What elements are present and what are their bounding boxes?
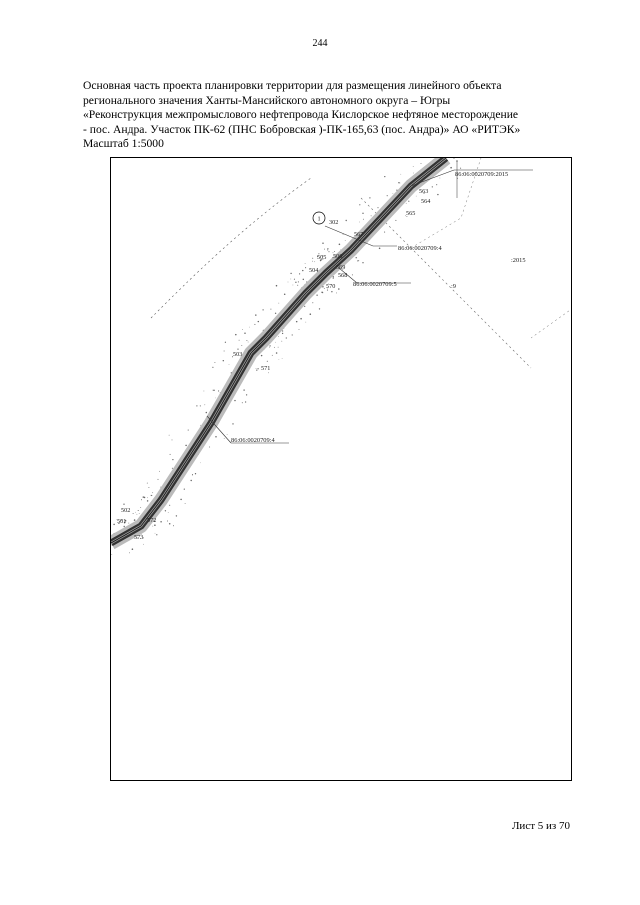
terrain-dot	[241, 345, 242, 346]
terrain-dot	[152, 526, 153, 527]
terrain-dot	[362, 262, 363, 263]
terrain-dot	[272, 355, 273, 356]
terrain-dot	[282, 358, 283, 359]
terrain-dot	[421, 163, 422, 164]
terrain-dot	[297, 285, 298, 286]
terrain-dot	[169, 523, 171, 525]
terrain-dot	[242, 329, 243, 330]
terrain-dot	[327, 248, 328, 249]
terrain-dot	[450, 167, 452, 169]
terrain-dot	[282, 333, 283, 334]
terrain-dot	[274, 347, 275, 348]
terrain-dot	[292, 334, 293, 335]
document-header	[83, 79, 575, 152]
terrain-dot	[296, 321, 298, 323]
terrain-dot	[275, 342, 276, 343]
terrain-dot	[261, 355, 262, 356]
terrain-dot	[165, 510, 166, 511]
terrain-dot	[169, 505, 170, 506]
terrain-dot	[200, 425, 201, 426]
terrain-dot	[369, 197, 370, 198]
terrain-dot	[137, 514, 138, 515]
terrain-dot	[379, 248, 381, 250]
terrain-dot	[278, 347, 279, 348]
parcel-label: 86:06:0020709:4	[231, 437, 275, 444]
terrain-dot	[167, 521, 168, 522]
terrain-dot	[141, 499, 142, 500]
terrain-dot	[345, 240, 346, 241]
terrain-dot	[223, 360, 224, 361]
point-label: 564	[421, 198, 431, 205]
terrain-dot	[200, 405, 201, 406]
terrain-dot	[358, 260, 359, 261]
terrain-dot	[185, 445, 187, 447]
point-label: 501	[117, 518, 127, 525]
terrain-dot	[322, 292, 323, 293]
terrain-dot	[239, 340, 240, 341]
terrain-dot	[406, 203, 407, 204]
terrain-dot	[258, 321, 259, 322]
terrain-dot	[290, 279, 291, 280]
terrain-dot	[147, 500, 149, 502]
parcel-label: 86:06:0020709:2015	[455, 171, 509, 178]
terrain-dot	[214, 362, 215, 363]
terrain-dot	[324, 249, 325, 250]
terrain-dot	[284, 293, 286, 295]
terrain-dot	[215, 436, 217, 438]
terrain-dot	[192, 475, 193, 476]
terrain-dot	[352, 274, 353, 275]
terrain-dot	[362, 213, 363, 214]
terrain-dot	[298, 281, 299, 282]
terrain-dot	[395, 220, 396, 221]
terrain-dot	[169, 435, 170, 436]
terrain-dot	[204, 391, 205, 392]
terrain-dot	[245, 401, 246, 402]
terrain-dot	[357, 260, 358, 261]
terrain-dot	[293, 285, 294, 286]
terrain-dot	[190, 480, 191, 481]
terrain-dot	[172, 459, 173, 460]
terrain-dot	[327, 249, 328, 250]
planning-map	[110, 157, 572, 781]
terrain-dot	[168, 512, 169, 513]
terrain-dot	[338, 288, 340, 290]
terrain-dot	[305, 322, 306, 323]
terrain-dot	[224, 438, 225, 439]
terrain-dot	[384, 176, 385, 177]
point-label: 567	[354, 231, 364, 238]
terrain-dot	[111, 554, 112, 555]
terrain-dot	[294, 279, 295, 280]
point-label: 504	[309, 267, 319, 274]
page-number: 244	[312, 38, 328, 49]
terrain-dot	[436, 184, 437, 185]
point-label: 568	[338, 272, 348, 279]
terrain-dot	[147, 483, 148, 484]
leader-lines	[207, 170, 533, 443]
terrain-dot	[246, 340, 247, 341]
terrain-dot	[334, 251, 335, 252]
terrain-dot	[310, 313, 312, 315]
terrain-dot	[257, 368, 258, 369]
terrain-dot	[328, 251, 329, 252]
terrain-dot	[305, 267, 306, 268]
terrain-dot	[246, 394, 247, 395]
terrain-dot	[359, 222, 360, 223]
terrain-dot	[262, 309, 263, 310]
terrain-dot	[282, 330, 283, 331]
terrain-dot	[270, 309, 271, 310]
point-label: 503	[233, 351, 243, 358]
terrain-dot	[155, 533, 156, 534]
terrain-dot	[227, 434, 228, 435]
terrain-dot	[398, 182, 399, 183]
terrain-dot	[302, 270, 303, 271]
terrain-dot	[269, 345, 270, 346]
terrain-dot	[408, 201, 409, 202]
terrain-dot	[206, 412, 208, 414]
terrain-dot	[416, 196, 417, 197]
terrain-dot	[213, 389, 215, 391]
terrain-dot	[290, 273, 291, 274]
terrain-dot	[148, 487, 149, 488]
terrain-dot	[346, 220, 347, 221]
terrain-dot	[460, 168, 461, 169]
terrain-dot	[393, 193, 394, 194]
parcel-label: :9	[451, 283, 456, 290]
terrain-dot	[363, 219, 364, 220]
terrain-dot	[276, 285, 278, 287]
terrain-dot	[316, 295, 317, 296]
terrain-dot	[312, 258, 313, 259]
terrain-dot	[331, 291, 332, 292]
terrain-dot	[288, 282, 289, 283]
terrain-dot	[343, 234, 344, 235]
terrain-dot	[371, 215, 372, 216]
pipeline-corridor	[111, 158, 446, 543]
terrain-dot	[123, 504, 124, 505]
terrain-dot	[336, 292, 337, 293]
terrain-dot	[157, 479, 158, 480]
terrain-dot	[188, 430, 189, 431]
terrain-dot	[278, 303, 279, 304]
terrain-dot	[453, 158, 454, 159]
terrain-dot	[333, 278, 334, 279]
terrain-dot	[269, 347, 270, 348]
terrain-dot	[180, 499, 182, 501]
terrain-dot	[319, 308, 320, 309]
terrain-dot	[173, 525, 174, 526]
terrain-dot	[212, 367, 213, 368]
terrain-dot	[152, 492, 153, 493]
terrain-dot	[172, 439, 173, 440]
terrain-dot	[140, 507, 141, 508]
terrain-dot	[124, 526, 125, 527]
terrain-dot	[322, 243, 323, 244]
terrain-dot	[243, 389, 244, 390]
terrain-dot	[143, 544, 144, 545]
terrain-dot	[256, 370, 257, 371]
terrain-dot	[303, 279, 304, 280]
scale-label: Масштаб 1:5000	[83, 137, 164, 151]
terrain-dot	[195, 473, 196, 474]
terrain-dot	[129, 552, 130, 553]
point-label: 565	[406, 210, 416, 217]
terrain-dot	[224, 351, 225, 352]
terrain-dot	[437, 194, 438, 195]
terrain-dot	[300, 318, 302, 320]
terrain-dot	[249, 327, 250, 328]
terrain-dot	[218, 390, 219, 391]
terrain-dot	[204, 404, 205, 405]
terrain-dot	[254, 324, 255, 325]
point-label: 572	[147, 517, 157, 524]
terrain-dot	[400, 183, 401, 184]
terrain-dot	[147, 497, 148, 498]
point-label: 571	[261, 365, 271, 372]
terrain-dot	[387, 195, 388, 196]
terrain-dot	[356, 257, 357, 258]
terrain-dot	[267, 361, 268, 362]
boundary-line	[151, 178, 311, 318]
terrain-dot	[184, 489, 185, 490]
terrain-dot	[305, 263, 306, 264]
terrain-dot	[256, 368, 257, 369]
header-line: регионального значения Ханты-Мансийского автономного округа – Югры	[83, 93, 451, 107]
terrain-dot	[333, 277, 334, 278]
terrain-dot	[213, 390, 214, 391]
terrain-dot	[304, 306, 305, 307]
terrain-dot	[170, 454, 171, 455]
terrain-dot	[209, 447, 210, 448]
point-label: 506	[333, 253, 343, 260]
header-line: - пос. Андра. Участок ПК-62 (ПНС Бобровская )-ПК-165,63 (пос. Андра)» АО «РИТЭК»	[83, 122, 521, 136]
terrain-dot	[113, 524, 115, 526]
terrain-dot	[268, 372, 269, 373]
terrain-dot	[339, 244, 341, 246]
point-label: 302	[329, 219, 339, 226]
terrain-dot	[134, 519, 136, 521]
terrain-dot	[314, 261, 315, 262]
parcel-label: :2015	[511, 257, 526, 264]
terrain-dot	[276, 352, 278, 354]
terrain-dot	[384, 232, 385, 233]
callout-number: 1	[317, 215, 321, 223]
terrain-dot	[225, 342, 226, 343]
terrain-dot	[235, 334, 237, 336]
terrain-dot	[324, 288, 325, 289]
terrain-dot	[159, 471, 160, 472]
boundary-line	[531, 308, 572, 338]
terrain-dot	[215, 398, 216, 399]
terrain-dot	[232, 423, 233, 424]
map-drawing	[111, 158, 572, 781]
terrain-dot	[160, 521, 162, 523]
point-label: 505	[317, 254, 327, 261]
terrain-dot	[237, 348, 238, 349]
point-label: 502	[121, 507, 131, 514]
terrain-dot	[312, 261, 313, 262]
terrain-dot	[432, 186, 433, 187]
terrain-dot	[312, 302, 313, 303]
terrain-dot	[229, 364, 230, 365]
point-label: 573	[134, 534, 144, 541]
terrain-dot	[248, 342, 249, 343]
terrain-dot	[400, 174, 401, 175]
terrain-dot	[234, 400, 235, 401]
point-label: 569	[336, 264, 346, 271]
terrain-dot	[275, 313, 276, 314]
parcel-label: 86:06:0020709:4	[398, 245, 442, 252]
terrain-dot	[279, 359, 280, 360]
terrain-dot	[138, 510, 139, 511]
terrain-dot	[128, 523, 129, 524]
header-line: Основная часть проекта планировки территории для размещения линейного объекта	[83, 79, 502, 92]
terrain-dot	[377, 207, 378, 208]
terrain-dot	[255, 314, 256, 315]
terrain-dot	[135, 512, 136, 513]
terrain-dot	[200, 462, 201, 463]
terrain-dot	[185, 503, 186, 504]
terrain-dot	[299, 329, 300, 330]
point-label: 570	[326, 283, 336, 290]
terrain-dot	[172, 468, 173, 469]
terrain-dot	[151, 495, 152, 496]
terrain-dot	[242, 402, 243, 403]
terrain-dot	[244, 332, 245, 333]
terrain-dot	[281, 341, 282, 342]
terrain-dot	[286, 337, 287, 338]
sheet-number: Лист 5 из 70	[511, 820, 570, 832]
terrain-dot	[278, 336, 279, 337]
terrain-dot	[132, 548, 134, 550]
terrain-dot	[359, 204, 360, 205]
terrain-dot	[176, 515, 177, 516]
terrain-dot	[196, 405, 197, 406]
point-label: 563	[419, 188, 429, 195]
parcel-label: 86:06:0020709:5	[353, 281, 397, 288]
terrain-dot	[156, 534, 157, 535]
terrain-dot	[340, 249, 341, 250]
terrain-dot	[143, 496, 144, 497]
terrain-dot	[440, 178, 441, 179]
terrain-dot	[295, 282, 296, 283]
terrain-dot	[413, 173, 414, 174]
terrain-dot	[413, 166, 414, 167]
terrain-dot	[154, 524, 156, 526]
terrain-dot	[299, 273, 300, 274]
terrain-dot	[133, 513, 134, 514]
terrain-dot	[139, 513, 140, 514]
header-line: «Реконструкция межпромыслового нефтепровода Кислорское нефтяное месторождение	[83, 108, 519, 122]
